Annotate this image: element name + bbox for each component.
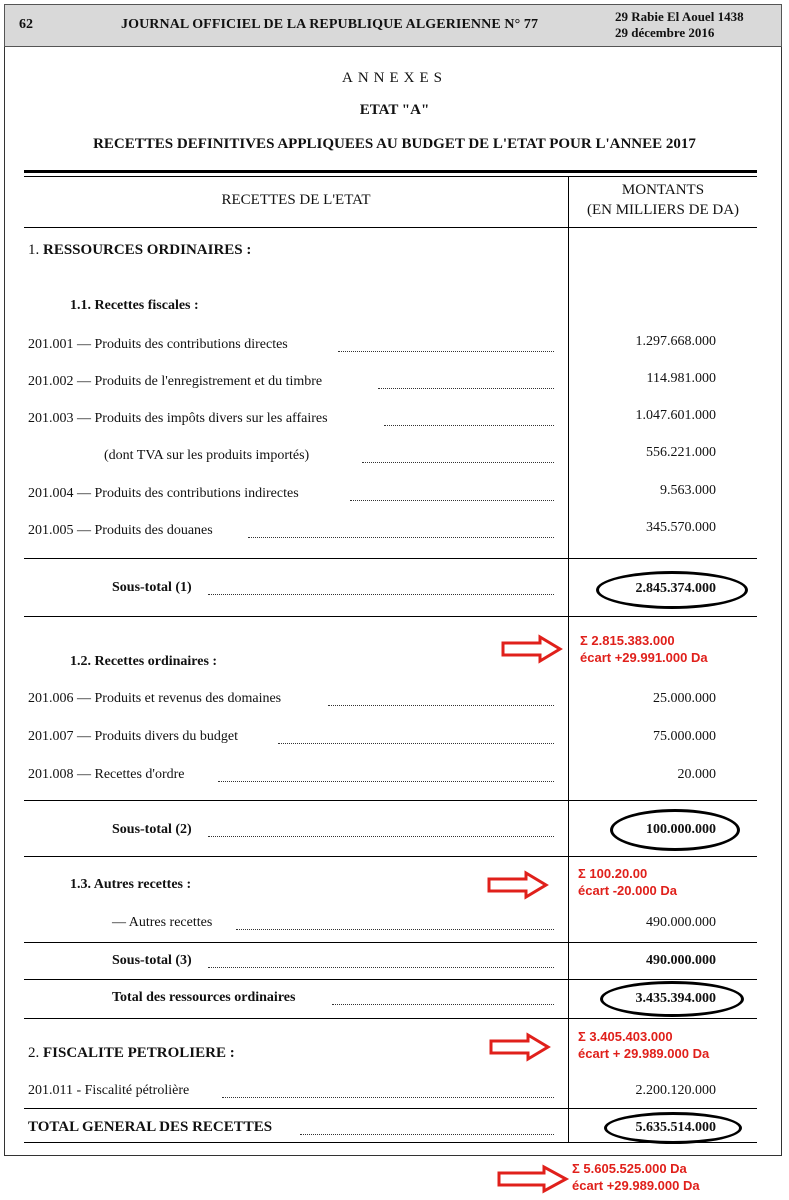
- header-date: [615, 9, 744, 41]
- subtotal-3-label: Sous-total (3): [112, 953, 192, 968]
- row-label-201011: 201.011 - Fiscalité pétrolière: [28, 1083, 190, 1098]
- section-1-label: RESSOURCES ORDINAIRES :: [43, 242, 252, 258]
- section-2-title: [28, 1045, 235, 1062]
- annotation-3-gap: écart + 29.989.000 Da: [578, 1046, 710, 1061]
- total-ordinary-amount: 3.435.394.000: [635, 991, 716, 1006]
- annotation-4: [572, 1160, 700, 1194]
- red-arrow-icon: [496, 1164, 570, 1194]
- rule: [24, 1018, 757, 1019]
- annotation-1: [580, 632, 708, 666]
- rule: [24, 1108, 757, 1109]
- montants-unit: (EN MILLIERS DE DA): [586, 202, 740, 218]
- row-label-201002: 201.002 — Produits de l'enregistrement et du timbre: [28, 374, 323, 389]
- annotation-3-sum: Σ 3.405.403.000: [578, 1029, 673, 1044]
- journal-title: JOURNAL OFFICIEL DE LA REPUBLIQUE ALGERIENNE N° 77: [121, 17, 539, 32]
- row-amount-autres: 490.000.000: [646, 915, 716, 930]
- row-amount-201002: 114.981.000: [646, 371, 716, 386]
- annotation-1-gap: écart +29.991.000 Da: [580, 650, 708, 665]
- leader-dots: [338, 351, 554, 352]
- annotation-3: [578, 1028, 709, 1062]
- row-amount-201003: 1.047.601.000: [635, 408, 716, 423]
- row-amount-201004: 9.563.000: [660, 483, 716, 498]
- date-hijri: 29 Rabie El Aouel 1438: [615, 9, 744, 24]
- annotation-2-sum: Σ 100.20.00: [578, 866, 648, 881]
- column-divider: [568, 177, 569, 1142]
- annotation-4-sum: Σ 5.605.525.000 Da: [572, 1161, 687, 1176]
- row-amount-tva: 556.221.000: [646, 445, 716, 460]
- grand-total-label: TOTAL GENERAL DES RECETTES: [28, 1119, 273, 1135]
- leader-dots: [218, 781, 554, 782]
- row-amount-201001: 1.297.668.000: [635, 334, 716, 349]
- red-arrow-icon: [488, 1032, 552, 1062]
- page-number: 62: [19, 17, 33, 32]
- row-label-201008: 201.008 — Recettes d'ordre: [28, 767, 185, 782]
- row-amount-201011: 2.200.120.000: [635, 1083, 716, 1098]
- subtotal-2-amount: 100.000.000: [646, 822, 716, 837]
- subsection-1-2-title: 1.2. Recettes ordinaires :: [70, 654, 218, 669]
- subtotal-1-amount: 2.845.374.000: [635, 581, 716, 596]
- highlight-ellipse: [600, 981, 744, 1017]
- date-gregorian: 29 décembre 2016: [615, 25, 715, 40]
- row-label-201001: 201.001 — Produits des contributions directes: [28, 337, 288, 352]
- rule: [24, 616, 757, 617]
- subtotal-2-label: Sous-total (2): [112, 822, 192, 837]
- annotation-1-sum: Σ 2.815.383.000: [580, 633, 675, 648]
- section-2-label: FISCALITE PETROLIERE :: [43, 1045, 235, 1061]
- subsection-1-3-title: 1.3. Autres recettes :: [70, 877, 192, 892]
- row-label-201004: 201.004 — Produits des contributions indirectes: [28, 486, 299, 501]
- column-header-montants: [569, 180, 757, 220]
- leader-dots: [328, 705, 554, 706]
- section-1-title: [28, 242, 251, 259]
- table-top-rule: [24, 170, 757, 177]
- header-rule: [24, 227, 757, 228]
- highlight-ellipse: [604, 1112, 742, 1144]
- row-label-201006: 201.006 — Produits et revenus des domaines: [28, 691, 282, 706]
- montants-label: MONTANTS: [621, 182, 705, 198]
- leader-dots: [384, 425, 554, 426]
- row-label-autres: — Autres recettes: [112, 915, 213, 930]
- leader-dots: [208, 836, 554, 837]
- leader-dots: [350, 500, 554, 501]
- row-label-201005: 201.005 — Produits des douanes: [28, 523, 213, 538]
- row-label-201003: 201.003 — Produits des impôts divers sur les affaires: [28, 411, 328, 426]
- etat-title: ETAT "A": [359, 102, 430, 118]
- row-amount-201006: 25.000.000: [653, 691, 716, 706]
- grand-total-amount: 5.635.514.000: [635, 1120, 716, 1135]
- column-header-recettes: RECETTES DE L'ETAT: [221, 192, 371, 208]
- leader-dots: [332, 1004, 554, 1005]
- annotation-2: [578, 865, 677, 899]
- document-title: RECETTES DEFINITIVES APPLIQUEES AU BUDGET DE L'ETAT POUR L'ANNEE 2017: [93, 136, 696, 152]
- row-amount-201007: 75.000.000: [653, 729, 716, 744]
- rule: [24, 942, 757, 943]
- highlight-ellipse: [596, 571, 748, 609]
- annotation-4-gap: écart +29.989.000 Da: [572, 1178, 700, 1193]
- subtotal-1-label: Sous-total (1): [112, 580, 192, 595]
- row-amount-201005: 345.570.000: [646, 520, 716, 535]
- section-1-number: 1.: [28, 242, 43, 258]
- leader-dots: [248, 537, 554, 538]
- rule: [24, 979, 757, 980]
- leader-dots: [236, 929, 554, 930]
- red-arrow-icon: [486, 870, 550, 900]
- highlight-ellipse: [610, 809, 740, 851]
- total-ordinary-label: Total des ressources ordinaires: [112, 990, 296, 1005]
- leader-dots: [208, 967, 554, 968]
- leader-dots: [300, 1134, 554, 1135]
- annotation-2-gap: écart -20.000 Da: [578, 883, 678, 898]
- row-label-201007: 201.007 — Produits divers du budget: [28, 729, 238, 744]
- rule: [24, 856, 757, 857]
- leader-dots: [208, 594, 554, 595]
- rule: [24, 800, 757, 801]
- leader-dots: [362, 462, 554, 463]
- rule: [24, 558, 757, 559]
- section-2-number: 2.: [28, 1045, 43, 1061]
- subsection-1-1-title: 1.1. Recettes fiscales :: [70, 298, 199, 313]
- row-amount-201008: 20.000: [677, 767, 716, 782]
- leader-dots: [278, 743, 554, 744]
- leader-dots: [378, 388, 554, 389]
- annexes-title: ANNEXES: [342, 70, 447, 86]
- journal-header: [4, 4, 782, 47]
- red-arrow-icon: [500, 634, 564, 664]
- subtotal-3-amount: 490.000.000: [646, 953, 716, 968]
- leader-dots: [222, 1097, 554, 1098]
- row-label-tva: (dont TVA sur les produits importés): [104, 448, 310, 463]
